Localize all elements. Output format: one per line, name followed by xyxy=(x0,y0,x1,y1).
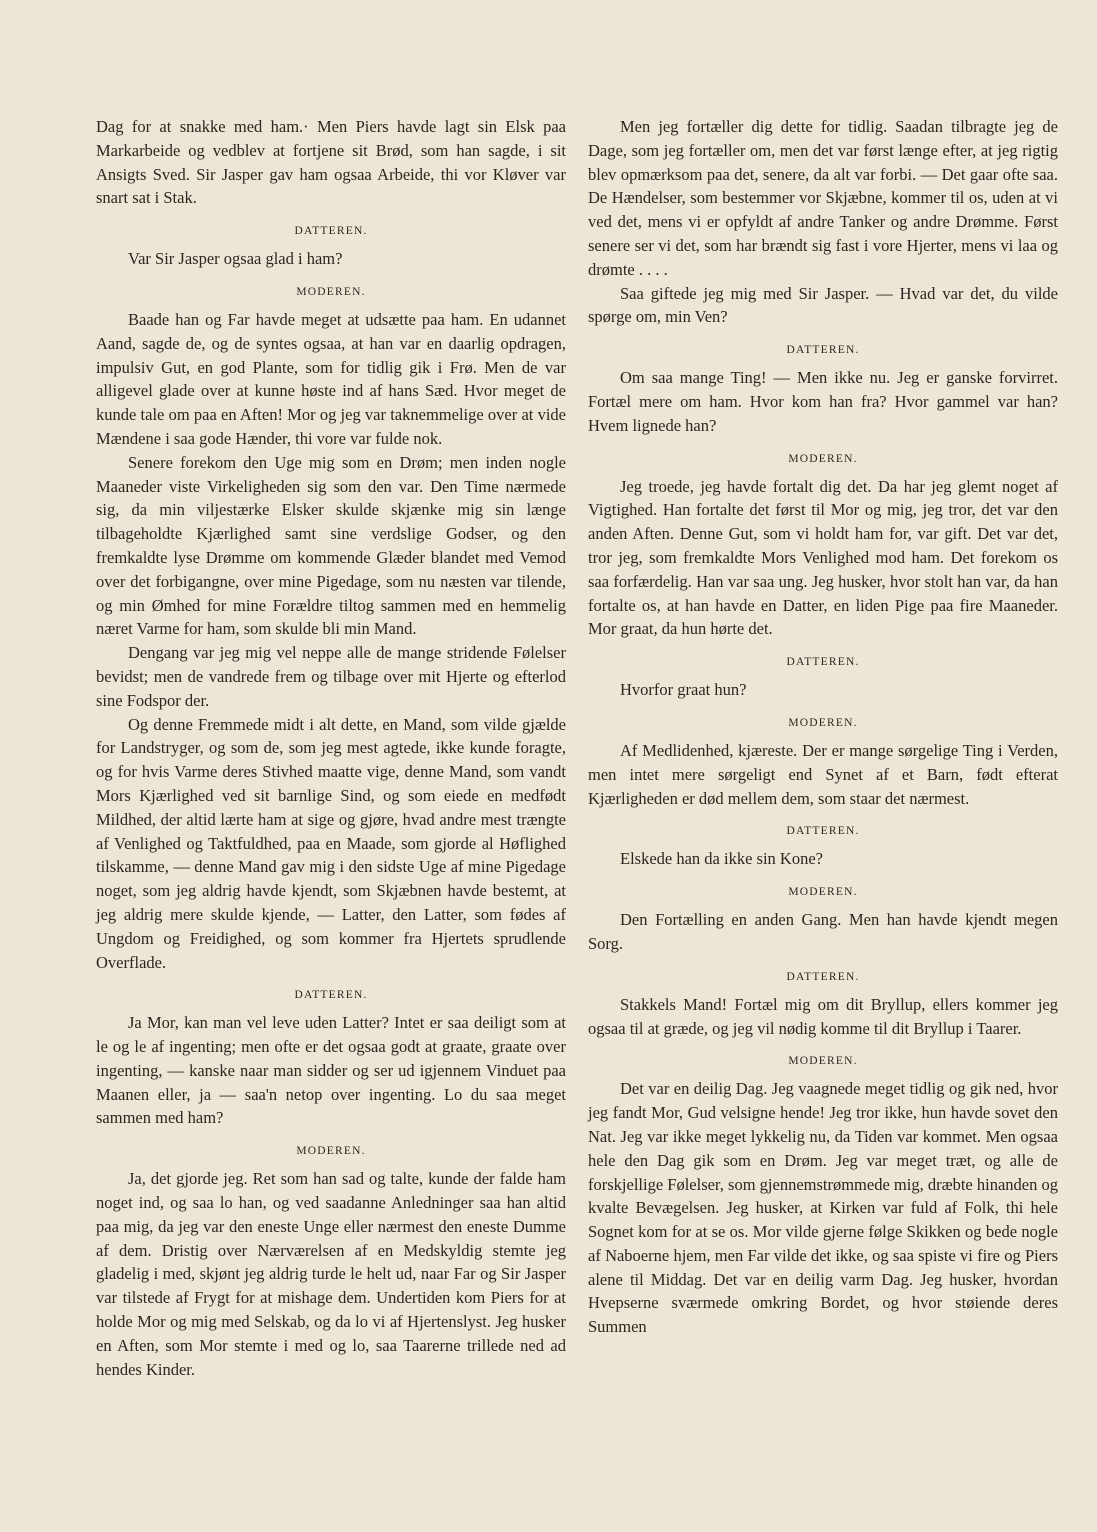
paragraph: Baade han og Far havde meget at udsætte paa ham. En udannet Aand, sagde de, og de syntes ogsaa, at han var en daarlig opdragen, impulsiv Gut, en god Plante, som for tidlig gik i Frø. Men de var alligevel glade over at kunne høste ind af hans Sæd. Hvor meget de kunde tale om paa en Aften! Mor og jeg var taknemmelige over at vide Mændene i saa gode Hænder, thi vore var fulde nok. xyxy=(96,309,566,448)
paragraph: Af Medlidenhed, kjæreste. Der er mange sørgelige Ting i Verden, men intet mere sørgeligt end Synet af et Barn, født efterat Kjærligheden er død mellem dem, som staar det nærmest. xyxy=(588,740,1058,808)
paragraph: Ja, det gjorde jeg. Ret som han sad og talte, kunde der falde ham noget ind, og saa lo han, og ved saadanne Anledninger saa han altid paa mig, da jeg var den eneste Unge eller nærmest den eneste Dumme af dem. Dristig over Nærværelsen af en Medskyldig stemte jeg gladelig i med, skjønt jeg aldrig turde le helt ud, naar Far og Sir Jasper var tilstede af Frygt for at mishage dem. Undertiden kom Piers for at holde Mor og mig med Selskab, og da lo vi af Hjertenslyst. Jeg husker en Aften, som Mor stemte i med og lo, saa Taarerne trillede ned ad hendes Kinder. xyxy=(96,1169,566,1379)
paragraph: Senere forekom den Uge mig som en Drøm; men inden nogle Maaneder viste Virkeligheden sig som den var. Den Time nærmede sig, da min viljestærke Elsker skulde skjænke mig sin længe tilbageholdte Kjærlighed samt sine verdslige Godser, og den fremkaldte lyse Drømme om kommende Glæder blandet med Vemod over det forbigangne, over mine Pigedage, som nu næsten var tilende, og min Ømhed for mine Forældre tiltog sammen med en hemmelig næret Varme for ham, som skulde bli min Mand. xyxy=(96,452,566,639)
paragraph: Om saa mange Ting! — Men ikke nu. Jeg er ganske forvirret. Fortæl mere om ham. Hvor kom han fra? Hvor gammel var han? Hvem lignede han? xyxy=(588,368,1058,435)
speaker-heading: DATTEREN. xyxy=(294,989,368,1002)
paragraph: Hvorfor graat hun? xyxy=(620,680,747,700)
speaker-heading: MODEREN. xyxy=(296,1145,366,1158)
speaker-heading: MODEREN. xyxy=(788,886,858,899)
speaker-heading: MODEREN. xyxy=(788,1055,858,1068)
right-column xyxy=(588,115,1058,1339)
paragraph: Var Sir Jasper ogsaa glad i ham? xyxy=(128,249,343,269)
speaker-heading: DATTEREN. xyxy=(294,225,368,238)
speaker-heading: DATTEREN. xyxy=(786,656,860,669)
paragraph: Den Fortælling en anden Gang. Men han havde kjendt megen Sorg. xyxy=(588,910,1058,953)
paragraph: Og denne Fremmede midt i alt dette, en Mand, som vilde gjælde for Landstryger, og som de, som jeg mest agtede, ikke kunde foragte, og for hvis Varme deres Stivhed maatte vige, denne Mand, som vandt Mors Kjærlighed ved sit barnlige Sind, og som eiede en medfødt Mildhed, der altid lærte ham at sige og gjøre, hvad andre mest trængte af Venlighed og Taktfuldhed, paa en Maade, som gjorde al Høflighed tilskamme, — denne Mand gav mig i den sidste Uge af mine Pigedage noget, som jeg aldrig havde kjendt, som Skjæbnen havde bestemt, at jeg aldrig mere skulde kjende, — Latter, den Latter, som fødes af Ungdom og Freidighed, og som kommer fra Hjertets sprudlende Overflade. xyxy=(96,714,566,972)
paragraph: Det var en deilig Dag. Jeg vaagnede meget tidlig og gik ned, hvor jeg fandt Mor, Gud velsigne hende! Jeg tror ikke, hun havde sovet den Nat. Jeg var ikke meget lykkelig nu, da Tiden var kommet. Men ogsaa hele den Dag gik som en Drøm. Jeg var meget træt, og alle de forskjellige Følelser, som gjennemstrømmede mig, dræbte hinanden og kvalte Bevægelsen. Jeg husker, at Kirken var fuld af Folk, thi hele Sognet kom for at se os. Mor vilde gjerne følge Skikken og bede nogle af Naboerne hjem, men Far vilde det ikke, og saa spiste vi fire og Piers alene til Middag. Det var en deilig varm Dag. Jeg husker, hvordan Hvepserne sværmede omkring Bordet, og hvor støiende deres Summen xyxy=(588,1079,1058,1337)
speaker-heading: DATTEREN. xyxy=(786,825,860,838)
speaker-heading: MODEREN. xyxy=(788,716,858,729)
speaker-heading: DATTEREN. xyxy=(786,344,860,357)
speaker-heading: DATTEREN. xyxy=(786,970,860,983)
paragraph: Ja Mor, kan man vel leve uden Latter? Intet er saa deiligt som at le og le af ingenting; men ofte er det ogsaa godt at graate, graate over ingenting, — kanske naar man sidder og ser ud igjennem Vinduet paa Maanen eller, ja — saa'n netop over ingenting. Lo du saa meget sammen med ham? xyxy=(96,1013,566,1128)
paragraph: Saa giftede jeg mig med Sir Jasper. — Hvad var det, du vilde spørge om, min Ven? xyxy=(588,283,1058,327)
paragraph: Dengang var jeg mig vel neppe alle de mange stridende Følelser bevidst; men de vandrede frem og tilbage over mit Hjerte og efterlod sine Fodspor der. xyxy=(96,643,566,710)
paragraph: Elskede han da ikke sin Kone? xyxy=(620,849,823,869)
paragraph: Dag for at snakke med ham.· Men Piers havde lagt sin Elsk paa Markarbeide og vedblev at fortjene sit Brød, som han sagde, i sit Ansigts Sved. Sir Jasper gav ham ogsaa Arbeide, thi vor Kløver var snart sat i Stak. xyxy=(96,117,566,208)
speaker-heading: MODEREN. xyxy=(296,285,366,298)
paragraph: Stakkels Mand! Fortæl mig om dit Bryllup, ellers kommer jeg ogsaa til at græde, og jeg vil nødig komme til dit Bryllup i Taarer. xyxy=(588,994,1058,1038)
speaker-heading: MODEREN. xyxy=(788,452,858,465)
paragraph: Men jeg fortæller dig dette for tidlig. Saadan tilbragte jeg de Dage, som jeg fortæller om, men det var først længe efter, at jeg rigtig blev opmærksom paa det, senere, da alt var forbi. — Det gaar ofte saa. De Hændelser, som bestemmer vor Skjæbne, kommer til os, uden at vi ved det, mens vi er opfyldt af andre Tanker og andre Drømme. Først senere ser vi det, som har brændt sig fast i vore Hjerter, mens vi laa og drømte . . . . xyxy=(588,117,1058,279)
paragraph: Jeg troede, jeg havde fortalt dig det. Da har jeg glemt noget af Vigtighed. Han fortalte det først til Mor og mig, jeg tror, det var den anden Aften. Denne Gut, som vi holdt ham for, var gift. Det var det, tror jeg, som fremkaldte Mors Venlighed mod ham. Det forekom os saa forfærdelig. Han var saa ung. Jeg husker, hvor stolt han var, da han fortalte os, at han havde en Datter, en liden Pige paa fire Maaneder. Mor graat, da hun hørte det. xyxy=(588,476,1058,639)
left-column xyxy=(96,115,566,1381)
